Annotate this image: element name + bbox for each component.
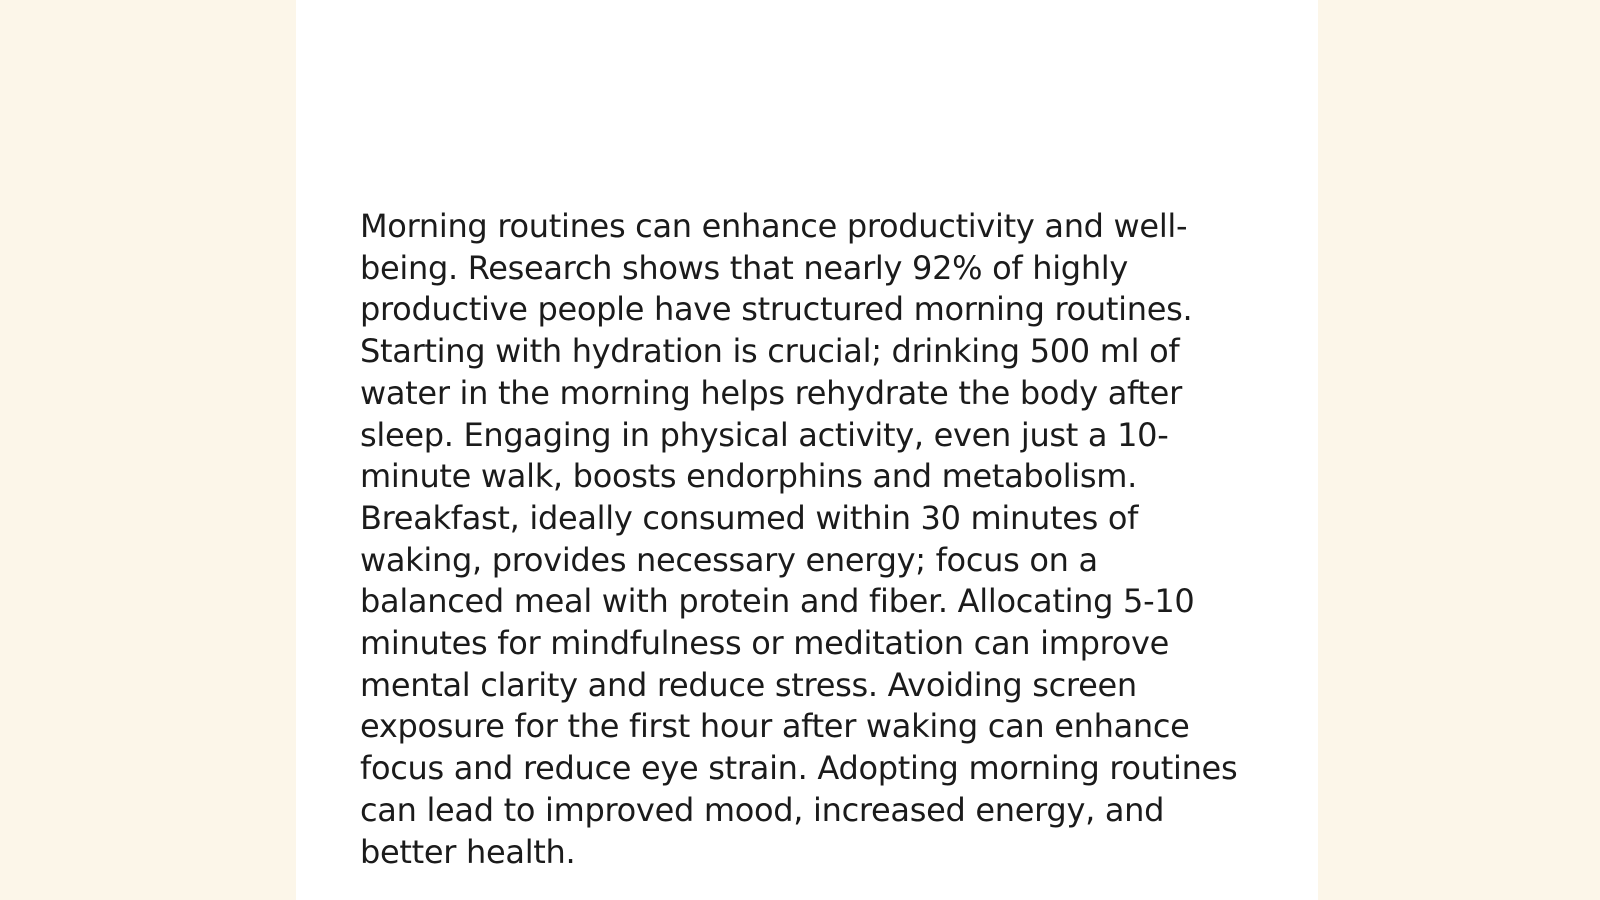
body-paragraph: Morning routines can enhance productivity and well-being. Research shows that nearly 92% of highly productive people have structured morning routines. Starting with hydration is crucial; drinking 500 ml of water in the morning helps rehydrate the body after sleep. Engaging in physical activity, even just a 10-minute walk, boosts endorphins and metabolism. Breakfast, ideally consumed within 30 minutes of waking, provides necessary energy; focus on a balanced meal with protein and fiber. Allocating 5-10 minutes for mindfulness or meditation can improve mental clarity and reduce stress. Avoiding screen exposure for the first hour after waking can enhance focus and reduce eye strain. Adopting morning routines can lead to improved mood, increased energy, and better health. — [360, 207, 1238, 871]
document-page — [296, 0, 1318, 900]
